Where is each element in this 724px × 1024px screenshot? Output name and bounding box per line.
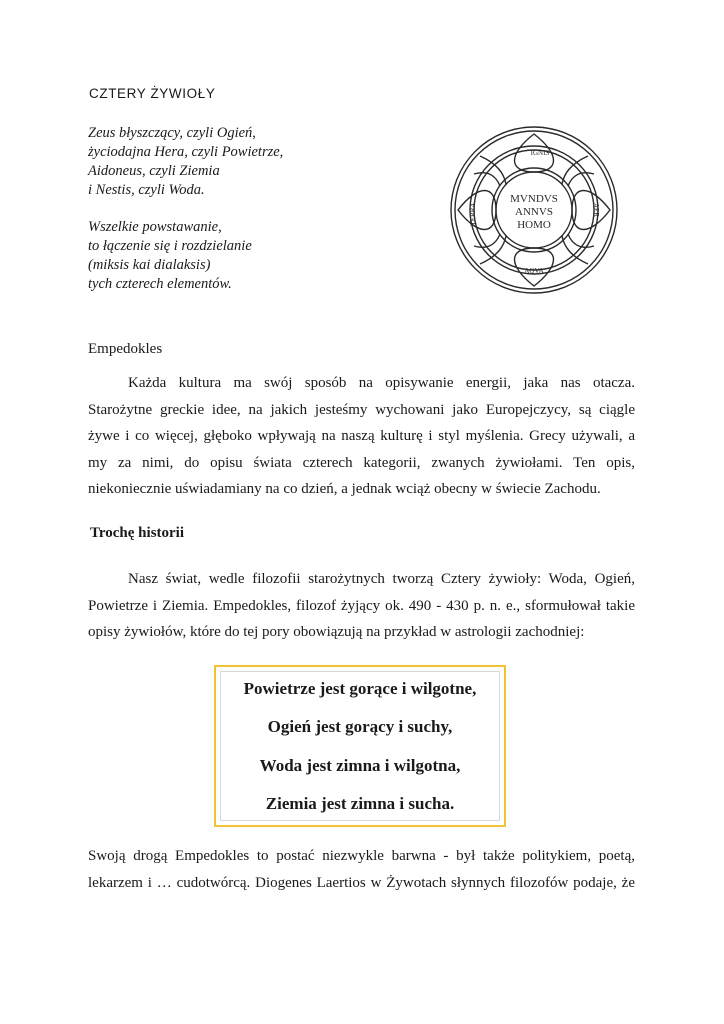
paragraph-line: Nasz świat, wedle filozofii starożytnych tworzą Cztery żywioły: Woda, Ogień, xyxy=(128,571,635,587)
emblem-ring-label-top: IGNIS xyxy=(530,149,550,157)
emblem-ring-label-bottom: AQVA xyxy=(524,267,544,275)
emblem-center-line-2: ANNVS xyxy=(515,206,553,218)
poem-line: życiodajna Hera, czyli Powietrze, xyxy=(88,144,284,160)
poem-line: Wszelkie powstawanie, xyxy=(88,219,222,235)
paragraph-line: Powietrze i Ziemia. Empedokles, filozof żyjący ok. 490 - 430 p. n. e., sformułował takie xyxy=(88,597,635,614)
poem-line: tych czterech elementów. xyxy=(88,276,232,292)
poem-line: (miksis kai dialaksis) xyxy=(88,257,211,273)
rule-air: Powietrze jest gorące i wilgotne, xyxy=(243,679,477,698)
poem-line: Zeus błyszczący, czyli Ogień, xyxy=(88,125,256,141)
paragraph-line: niekoniecznie uświadamiany na co dzień, a jednak wciąż obecny w świecie Zachodu. xyxy=(88,481,601,497)
rule-fire: Ogień jest gorący i suchy, xyxy=(267,717,453,736)
paragraph-line: żywe i co więcej, głęboko wpływają na naszą kulturę i styl myślenia. Grecy używali, a xyxy=(88,428,635,444)
poem-line: Aidoneus, czyli Ziemia xyxy=(88,163,220,179)
poem-stanza-2 xyxy=(88,218,252,294)
rule-water: Woda jest zimna i wilgotna, xyxy=(259,756,461,775)
poem-line: to łączenie się i rozdzielanie xyxy=(88,238,252,254)
paragraph-line: Każda kultura ma swój sposób na opisywanie energii, jaka nas otacza. xyxy=(128,375,635,391)
poem-line: i Nestis, czyli Woda. xyxy=(88,182,205,198)
emblem-ring-label-left: TERRA xyxy=(469,202,477,226)
paragraph-line: opisy żywiołów, które do tej pory obowiązują na przykład w astrologii zachodniej: xyxy=(88,624,585,640)
paragraph-line: Swoją drogą Empedokles to postać niezwykle barwna - był także politykiem, poetą, xyxy=(88,848,635,864)
emblem-ring-label-right: AER xyxy=(592,203,600,217)
paragraph-line: Starożytne greckie idee, na jakich jesteśmy wychowani jako Europejczycy, są ciągle xyxy=(88,401,635,418)
poem-stanza-1 xyxy=(88,124,283,200)
emblem-center-line-3: HOMO xyxy=(517,219,551,231)
four-elements-emblem-icon xyxy=(448,124,620,296)
rule-earth: Ziemia jest zimna i sucha. xyxy=(265,794,455,813)
emblem-center-line-1: MVNDVS xyxy=(510,193,558,205)
elements-rules-box xyxy=(214,665,506,827)
section-heading: Trochę historii xyxy=(90,525,185,541)
paragraph-intro xyxy=(88,370,635,503)
document-title: CZTERY ŻYWIOŁY xyxy=(89,86,216,101)
paragraph-line: lekarzem i … cudotwórcą. Diogenes Laertios w Żywotach słynnych filozofów podaje, że xyxy=(88,874,635,891)
author-label: Empedokles xyxy=(88,341,163,357)
paragraph-biography xyxy=(88,843,635,896)
paragraph-line: my za nimi, do opisu świata czterech kategorii, zwanych żywiołami. Ten opis, xyxy=(88,454,635,471)
paragraph-history xyxy=(88,566,635,646)
